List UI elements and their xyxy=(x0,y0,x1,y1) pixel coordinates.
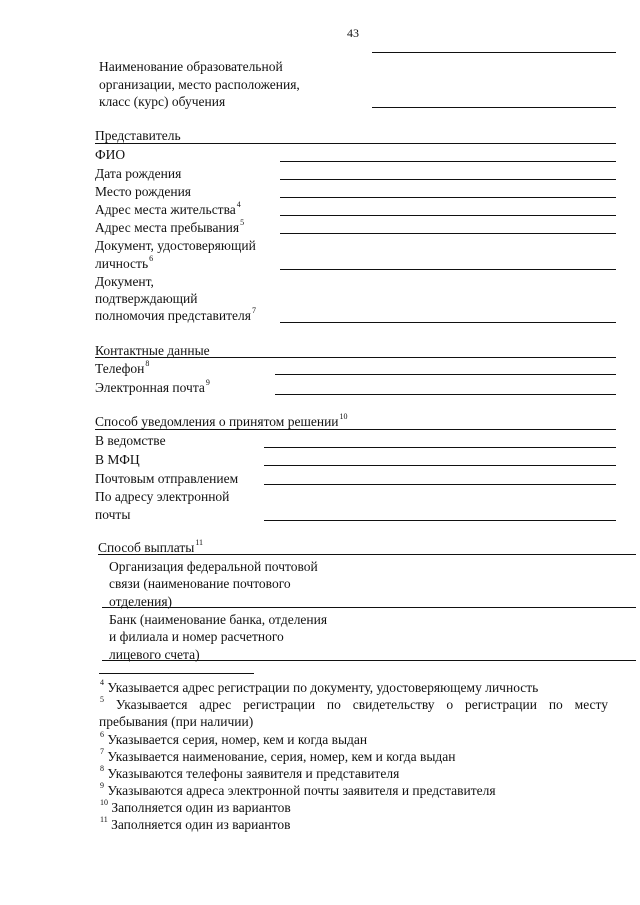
stay-address-field[interactable] xyxy=(280,233,616,234)
payment-bank-label-line3: лицевого счета) xyxy=(109,647,200,662)
footnote-separator xyxy=(99,673,254,674)
footnote-10: $^{10}$ Заполняется один из вариантов xyxy=(100,798,291,815)
notify-email-field[interactable] xyxy=(264,520,616,521)
footnote-5: $^5$ Указывается адрес регистрации по свидетельству о регистрации по месту xyxy=(100,695,608,712)
payment-post-label-line3: отделения) xyxy=(109,594,173,609)
contacts-heading: Контактные данные xyxy=(95,343,210,358)
footnote-7: $^7$ Указывается наименование, серия, номер, кем и когда выдан xyxy=(100,747,456,764)
email-label: Электронная почта$^9$ xyxy=(95,378,210,395)
authority-document-field[interactable] xyxy=(280,322,616,323)
payment-post-field[interactable] xyxy=(102,607,636,608)
birth-place-field[interactable] xyxy=(280,197,616,198)
education-label-line2: организации, место расположения, xyxy=(99,77,300,92)
notify-department-label: В ведомстве xyxy=(95,433,166,448)
representative-heading: Представитель xyxy=(95,128,181,143)
payment-bank-label-line1: Банк (наименование банка, отделения xyxy=(109,612,328,627)
id-document-label-line2: личность$^6$ xyxy=(95,254,154,271)
page-number: 43 xyxy=(347,26,359,40)
footnote-6: $^6$ Указывается серия, номер, кем и когда выдан xyxy=(100,730,368,747)
notify-email-label-line1: По адресу электронной xyxy=(95,489,230,504)
authority-document-label-line1: Документ, xyxy=(95,274,154,289)
education-line-2[interactable] xyxy=(372,107,616,108)
stay-address-label: Адрес места пребывания$^5$ xyxy=(95,218,245,235)
education-label-line1: Наименование образовательной xyxy=(99,59,283,74)
notify-mail-label: Почтовым отправлением xyxy=(95,471,239,486)
payment-post-label-line1: Организация федеральной почтовой xyxy=(109,559,318,574)
payment-bank-field[interactable] xyxy=(102,660,636,661)
footnote-11: $^{11}$ Заполняется один из вариантов xyxy=(100,815,291,832)
authority-document-label-line2: подтверждающий xyxy=(95,291,198,306)
notify-mail-field[interactable] xyxy=(264,484,616,485)
payment-heading: Способ выплаты$^{11}$ xyxy=(98,538,204,555)
fio-field[interactable] xyxy=(280,161,616,162)
residence-address-field[interactable] xyxy=(280,215,616,216)
education-line-1[interactable] xyxy=(372,52,616,53)
notification-heading: Способ уведомления о принятом решении$^{10}$ xyxy=(95,412,348,429)
notify-mfc-label: В МФЦ xyxy=(95,452,140,467)
residence-address-label: Адрес места жительства$^4$ xyxy=(95,200,241,217)
birth-place-label: Место рождения xyxy=(95,184,192,199)
notify-email-label-line2: почты xyxy=(95,507,131,522)
phone-field[interactable] xyxy=(275,374,616,375)
phone-label: Телефон$^8$ xyxy=(95,359,150,376)
payment-rule xyxy=(98,554,636,555)
notify-mfc-field[interactable] xyxy=(264,465,616,466)
representative-rule xyxy=(95,143,616,144)
birth-date-field[interactable] xyxy=(280,179,616,180)
authority-document-label-line3: полномочия представителя$^7$ xyxy=(95,306,256,323)
birth-date-label: Дата рождения xyxy=(95,166,182,181)
id-document-field[interactable] xyxy=(280,269,616,270)
email-field[interactable] xyxy=(275,394,616,395)
footnote-8: $^8$ Указываются телефоны заявителя и представителя xyxy=(100,764,400,781)
payment-bank-label-line2: и филиала и номер расчетного xyxy=(109,629,284,644)
footnote-9: $^9$ Указываются адреса электронной почты заявителя и представителя xyxy=(100,781,496,798)
footnote-5-continued: пребывания (при наличии) xyxy=(99,714,254,729)
fio-label: ФИО xyxy=(95,147,126,162)
notification-rule xyxy=(95,429,616,430)
footnote-4: $^4$ Указывается адрес регистрации по документу, удостоверяющему личность xyxy=(100,678,539,695)
education-label-line3: класс (курс) обучения xyxy=(99,94,226,109)
payment-post-label-line2: связи (наименование почтового xyxy=(109,576,291,591)
contacts-rule xyxy=(95,357,616,358)
id-document-label-line1: Документ, удостоверяющий xyxy=(95,238,256,253)
notify-department-field[interactable] xyxy=(264,447,616,448)
